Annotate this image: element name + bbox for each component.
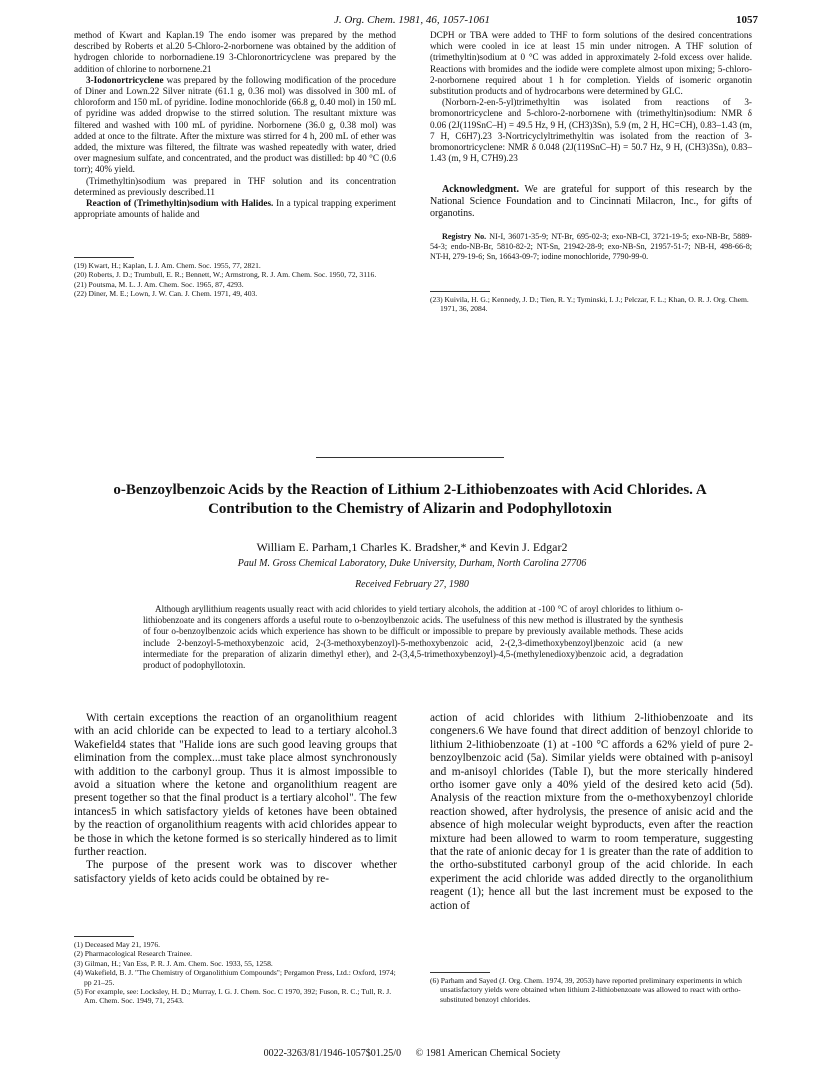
article-separator: [316, 457, 504, 458]
footnote-rule: [430, 972, 490, 973]
article-authors: William E. Parham,1 Charles K. Bradsher,* and Kevin J. Edgar2: [256, 540, 568, 554]
registry-numbers: [430, 232, 752, 262]
paragraph-rest: was prepared by the following modification of the procedure of Diner and Lown.22 Silver nitrate (61.1 g, 0.36 mol) was dissolved in 300 mL of chloroform and 150 mL of pyridine. Iodine monochloride (66.8 g, 0.40 mol) in 150 mL of pyridine was added dropwise to the stirred solution. The resultant mixture was filtered and washed with 100 mL of pyridine. Norbornene (36.0 g, 0.38 mol) was added at once to the filtrate. After the mixture was stirred for 4 h, 200 mL of ether was added, the mixture was filtered, the filtrate was washed repeatedly with water, dried over magnesium sulfate, and concentrated, and the product was distilled: bp 40 °C (0.6 torr); 40% yield.: [74, 74, 396, 175]
bold-lead: Reaction of (Trimethyltin)sodium with Halides.: [86, 198, 274, 209]
footnote: (1) Deceased May 21, 1976.: [74, 940, 161, 949]
footnote: (22) Diner, M. E.; Lown, J. W. Can. J. Chem. 1971, 49, 403.: [74, 289, 258, 299]
page-number: 1057: [736, 14, 758, 26]
footnote: (4) Wakefield, B. J. "The Chemistry of Organolithium Compounds"; Pergamon Press, Ltd.: Oxford, 1974; pp 21–25.: [74, 968, 396, 987]
copyright: © 1981 American Chemical Society: [415, 1048, 561, 1059]
prev-article-left-column: [74, 30, 396, 220]
acknowledgment-text: We are grateful for support of this research by the National Science Foundation and to Cincinnati Milacron, Inc., for gifts of organotins.: [430, 184, 752, 220]
body-left-column: [74, 712, 397, 886]
article-footnotes-right: [430, 976, 752, 1004]
footnote-rule: [430, 291, 490, 292]
footnote-rule: [74, 257, 134, 258]
bold-lead: 3-Iodonortricyclene: [86, 74, 164, 85]
prev-left-paragraph: method of Kwart and Kaplan.19 The endo isomer was prepared by the method described by Roberts et al.20 5-Chloro-2-norbornene was obtained by the addition of hydrogen chloride to norbornadiene.19 3-Chloronortricyclene was prepared by the addition of chlorine to norbornene.21: [74, 30, 396, 74]
article-title: o-Benzoylbenzoic Acids by the Reaction of Lithium 2-Lithiobenzoates with Acid Chlorides. A Contribution to the Chemistry of Alizarin and Podophyllotoxin: [113, 482, 707, 517]
registry-text: NI-I, 36071-35-9; NT-Br, 695-02-3; exo-NB-Cl, 3721-19-5; exo-NB-Br, 5889-54-3; endo-NB-Br, 5810-82-2; NT-Sn, 21942-28-9; exo-NB-Sn, 21957-51-7; NB-H, 498-66-8; NT-H, 279-19-6; Sn, 16643-09-7; iodine monochloride, 7790-99-0.: [430, 232, 752, 261]
price-code: 0022-3263/81/1946-1057$01.25/0: [263, 1048, 402, 1059]
footnote: (23) Kuivila, H. G.; Kennedy, J. D.; Tien, R. Y.; Tyminski, I. J.; Pelczar, F. L.; Khan, O. R. J. Org. Chem. 1971, 36, 2084.: [430, 295, 749, 314]
paragraph-rest: In a typical trapping experiment appropriate amounts of halide and: [74, 198, 396, 220]
prev-left-paragraph: [74, 75, 396, 176]
acknowledgment: [430, 184, 752, 221]
body-paragraph: The purpose of the present work was to discover whether satisfactory yields of keto acids could be obtained by re-: [74, 859, 397, 885]
footnote: (5) For example, see: Locksley, H. D.; Murray, I. G. J. Chem. Soc. C 1970, 392; Fuson, R. C.; Tull, R. J. Am. Chem. Soc. 1949, 71, 2543.: [74, 987, 392, 1006]
prev-left-paragraph: [74, 198, 396, 220]
prev-right-paragraph: DCPH or TBA were added to THF to form solutions of the desired concentrations which were cooled in ice at least 15 min under nitrogen. A THF solution of (trimethyltin)sodium at 0 °C was added in approximately 2-fold excess over halide. Reactions with bromides and the iodide were complete almost upon mixing; 5-chloro-2-norbornene required about 1 h for completion. Yields of isomeric organotin substitution products and of hydrocarbons were determined by GLC.: [430, 30, 752, 97]
footnote: (2) Pharmacological Research Trainee.: [74, 949, 193, 959]
prev-right-footnotes: [430, 295, 752, 314]
footnote: (20) Roberts, J. D.; Trumbull, E. R.; Bennett, W.; Armstrong, R. J. Am. Chem. Soc. 1950, 72, 3116.: [74, 270, 377, 280]
registry-heading: Registry No.: [442, 232, 487, 241]
body-paragraph: With certain exceptions the reaction of an organolithium reagent with an acid chloride can be expected to lead to a tertiary alcohol.3 Wakefield4 states that "Halide ions are such good leaving groups that elimination from the complex...must take place almost synchronously with addition to the carbonyl group. Thus it is almost impossible to avoid a situation where the ketone and organolithium reagent are present together so that the final product is a tertiary alcohol". The few intances5 in which satisfactory yields of ketones have been obtained by the reaction of organolithium reagents with acid chlorides appear to be those in which the ketone formed is so sterically hindered as to limit further reaction.: [74, 712, 397, 859]
footnote: (19) Kwart, H.; Kaplan, L J. Am. Chem. Soc. 1955, 77, 2821.: [74, 261, 261, 270]
article-abstract: Although aryllithium reagents usually react with acid chlorides to yield tertiary alcohols, the addition at -100 °C of aroyl chlorides to lithium o-lithiobenzoate and its congeners affords a useful route to o-benzoylbenzoic acids. The usefulness of this new method is illustrated by the synthesis of four o-benzoylbenzoic acids which experience has shown to be difficult or impossible to prepare by previously available methods. These acids include 2-benzoyl-5-methoxybenzoic acid, 2-(3-methoxybenzoyl)-5-methoxybenzoic acid, 2-(2,3-dimethoxybenzoyl)benzoic acid (a new intermediate for the preparation of alizarin dimethyl ether), and 2-(3,4,5-trimethoxybenzoyl)-4,5-(methylenedioxy)benzoic acid, a degradation product of podophyllotoxin.: [143, 604, 683, 671]
acknowledgment-heading: Acknowledgment.: [442, 184, 519, 195]
footnote-rule: [74, 936, 134, 937]
running-head: J. Org. Chem. 1981, 46, 1057-1061: [333, 14, 491, 26]
body-right-column: [430, 712, 753, 913]
prev-right-paragraph: (Norborn-2-en-5-yl)trimethyltin was isolated from reactions of 3-bromonortricyclene and 5-chloro-2-norbornene with (trimethyltin)sodium: NMR δ 0.06 (2J(119SnC–H) = 49.5 Hz, 9 H, (CH3)3Sn), 5.9 (m, 2 H, HC=CH), 0.83–1.43 (m, 7 H, C6H7).23 3-Nortricyclyltrimethyltin was isolated from the reaction of 3-bromonortricyclene: NMR δ 0.048 (2J(119SnC–H) = 50.7 Hz, 9 H, (CH3)3Sn), 0.83–1.43 (m, 9 H, C7H9).23: [430, 97, 752, 164]
received-date: Received February 27, 1980: [355, 579, 469, 590]
body-paragraph: action of acid chlorides with lithium 2-lithiobenzoate and its congeners.6 We have found that direct addition of benzoyl chloride to lithium 2-lithiobenzoate (1) at -100 °C affords a 62% yield of pure 2-benzoylbenzoic acid (5a). Similar yields were obtained with p-anisoyl and m-anisoyl chlorides (Table I), but the more sterically hindered ortho isomer gave only a 40% yield of the desired keto acid (5d). Analysis of the reaction mixture from the o-methoxybenzoyl chloride reaction showed, after hydrolysis, the presence of anisic acid and the absence of high molecular weight byproducts, even after the reaction mixture had been allowed to warm to room temperature, suggesting that the rate of anionic decay for 1 is greater than the rate of addition to the ortho-substituted carbonyl group of the acid chloride. In each experiment the acid chloride was added directly to the organolithium reagent (1); hence all but the last increment must be exposed to the action of: [430, 712, 753, 912]
prev-left-footnotes: [74, 261, 396, 299]
prev-left-paragraph: (Trimethyltin)sodium was prepared in THF solution and its concentration determined as previously described.11: [74, 175, 396, 197]
footnote: (21) Poutsma, M. L. J. Am. Chem. Soc. 1965, 87, 4293.: [74, 279, 244, 289]
footnote: (3) Gilman, H.; Van Ess, P. R. J. Am. Chem. Soc. 1933, 55, 1258.: [74, 958, 273, 968]
page-footer: [74, 1048, 750, 1059]
footnote: (6) Parham and Sayed (J. Org. Chem. 1974, 39, 2053) have reported preliminary experiments in which unsatisfactory yields were obtained when lithium 2-lithiobenzoate was allowed to react with ortho-substituted benzoyl chlorides.: [430, 976, 742, 1004]
prev-article-right-column: [430, 30, 752, 164]
article-footnotes-left: [74, 940, 397, 1006]
article-affiliation: Paul M. Gross Chemical Laboratory, Duke University, Durham, North Carolina 27706: [237, 558, 587, 569]
